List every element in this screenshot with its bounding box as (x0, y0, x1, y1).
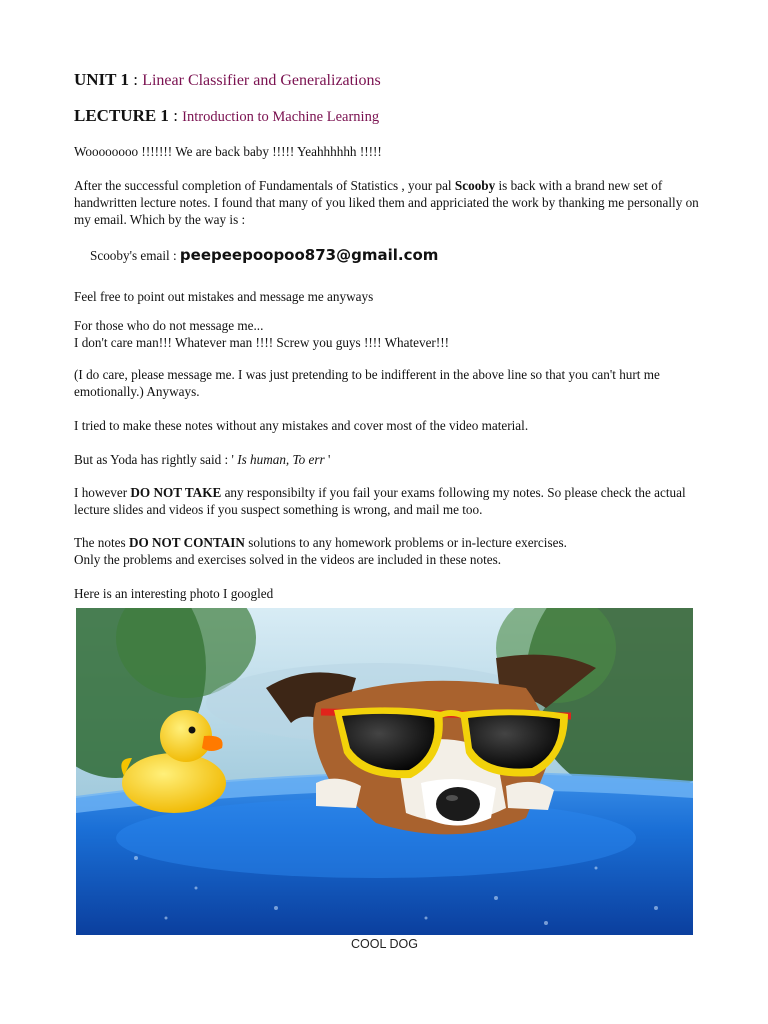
paragraph-text: ' (324, 452, 331, 467)
paragraph-text: is back with a brand new set of handwritten lecture notes. I found that many of you liked them and appriciated the work by thanking me personally on my email. Which by the way is : (74, 178, 699, 227)
paragraph-text: any responsibilty if you fail your exams following my notes. So please check the actual lecture slides and videos if you suspect something is wrong, and mail me too. (74, 485, 686, 517)
paragraph-text: After the successful completion of Fundamentals of Statistics , your pal (74, 178, 455, 193)
paragraph-text: But as Yoda has rightly said : ' (74, 452, 238, 467)
paragraph-line: For those who do not message me... (74, 318, 264, 333)
intro-paragraph: Woooooooo !!!!!!! We are back baby !!!!! Yeahhhhhh !!!!! (74, 144, 382, 159)
yoda-quote: Is human, To err (237, 452, 325, 467)
paragraph-disclaimer (74, 485, 714, 519)
dog-illustration (76, 608, 693, 935)
email-address: peepeepoopoo873@gmail.com (179, 246, 439, 264)
paragraph-effort: I tried to make these notes without any mistakes and cover most of the video material. (74, 418, 529, 433)
paragraph-completion (74, 178, 714, 228)
paragraph-text: solutions to any homework problems or in-lecture exercises. (244, 535, 567, 550)
unit-title: Linear Classifier and Generalizations (142, 72, 381, 89)
paragraph-text: The notes (74, 535, 129, 550)
lecture-label: LECTURE 1 (74, 106, 169, 125)
author-name: Scooby (454, 178, 496, 193)
paragraph-line: I don't care man!!! Whatever man !!!! Screw you guys !!!! Whatever!!! (74, 334, 449, 350)
unit-separator: : (128, 70, 143, 89)
unit-heading (74, 70, 381, 90)
emphasis-do-not-contain: DO NOT CONTAIN (128, 535, 245, 550)
paragraph-photo-intro: Here is an interesting photo I googled (74, 586, 274, 601)
paragraph-text: I however (74, 485, 131, 500)
lecture-heading (74, 106, 379, 126)
paragraph-scope (74, 535, 714, 569)
lecture-separator: : (168, 106, 183, 125)
paragraph-yoda (74, 452, 714, 469)
unit-label: UNIT 1 (74, 70, 129, 89)
paragraph-no-message (74, 318, 714, 352)
paragraph-care: (I do care, please message me. I was just pretending to be indifferent in the above line so that you can't hurt me emotionally.) Anyways. (74, 367, 660, 399)
email-label: Scooby's email : (90, 248, 180, 263)
photo-caption: COOL DOG (351, 937, 418, 951)
paragraph-feedback: Feel free to point out mistakes and message me anyways (74, 289, 374, 304)
paragraph-line: Only the problems and exercises solved in the videos are included in these notes. (74, 551, 502, 567)
emphasis-do-not-take: DO NOT TAKE (130, 485, 222, 500)
email-row (90, 246, 438, 264)
cool-dog-photo (76, 608, 693, 935)
lecture-title: Introduction to Machine Learning (182, 109, 380, 125)
